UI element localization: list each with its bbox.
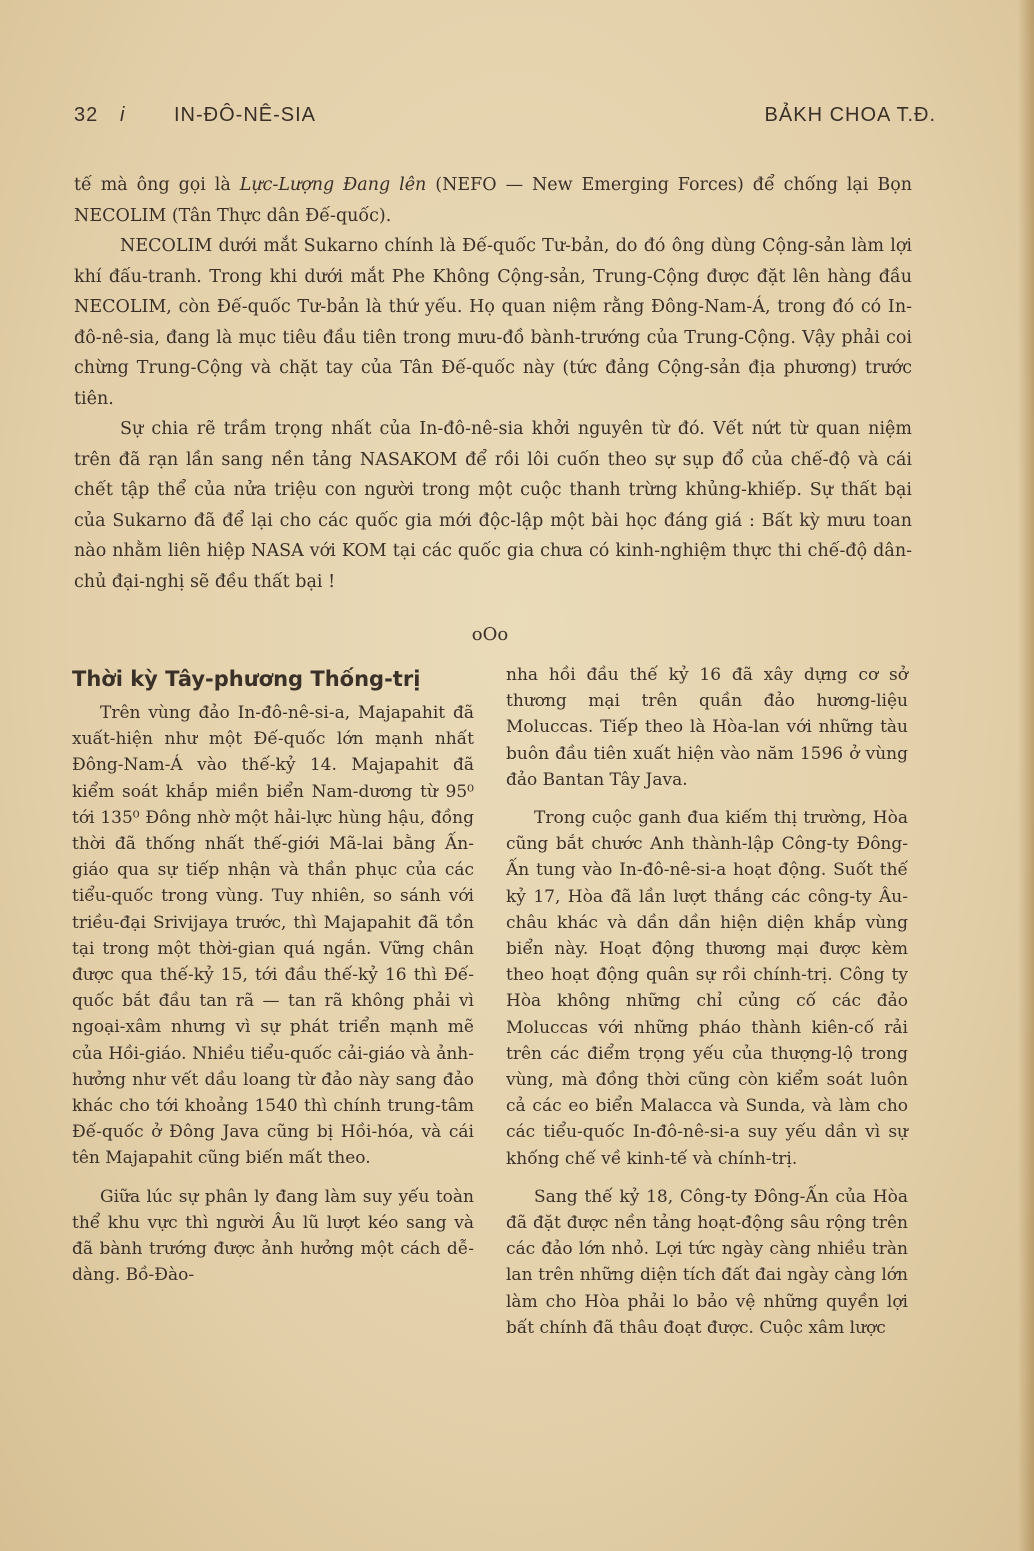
paragraph: nha hồi đầu thế kỷ 16 đã xây dựng cơ sở thương mại trên quần đảo hương-liệu Moluccas. Tiếp theo là Hòa-lan với những tàu buôn đầu tiên xuất hiện vào năm 1596 ở vùng đảo Bantan Tây Java. (506, 665, 908, 790)
section-title: IN-ĐÔ-NÊ-SIA (174, 104, 316, 126)
running-header (74, 104, 936, 134)
section-separator: oOo (471, 624, 509, 645)
author-name: BẢKH CHOA T.Đ. (764, 104, 936, 126)
paragraph: Sang thế kỷ 18, Công-ty Đông-Ấn của Hòa đã đặt được nền tảng hoạt-động sâu rộng trên các đảo lớn nhỏ. Lợi tức ngày càng nhiều tràn lan trên những diện tích đất đai ngày càng lớn làm cho Hòa phải lo bảo vệ những quyền lợi bất chính đã thâu đoạt được. Cuộc xâm lược (506, 1186, 908, 1338)
page-number: 32 (74, 104, 99, 126)
paragraph: NECOLIM dưới mắt Sukarno chính là Đế-quốc Tư-bản, do đó ông dùng Cộng-sản làm lợi khí đấu-tranh. Trong khi dưới mắt Phe Không Cộng-sản, Trung-Cộng được đặt lên hàng đầu NECOLIM, còn Đế-quốc Tư-bản là thứ yếu. Họ quan niệm rằng Đông-Nam-Á, trong đó có In-đô-nê-sia, đang là mục tiêu đầu tiên trong mưu-đồ bành-trướng của Trung-Cộng. Vậy phải coi chừng Trung-Cộng và chặt tay của Tân Đế-quốc này (tức đảng Cộng-sản địa phương) trước tiên. (74, 236, 912, 409)
header-separator: i (120, 104, 126, 126)
paragraph: Trên vùng đảo In-đô-nê-si-a, Majapahit đã xuất-hiện như một Đế-quốc lớn mạnh nhất Đông-Nam-Á vào thế-kỷ 14. Majapahit đã kiểm soát khắp miền biển Nam-dương từ 95⁰ tới 135⁰ Đông nhờ một hải-lực hùng hậu, đồng thời đã thống nhất thế-giới Mã-lai bằng Ấn-giáo qua sự tiếp nhận và thần phục của các tiểu-quốc trong vùng. Tuy nhiên, so sánh với triều-đại Srivijaya trước, thì Majapahit đã tồn tại trong một thời-gian quá ngắn. Vững chân được qua thế-kỷ 15, tới đầu thế-kỷ 16 thì Đế-quốc bắt đầu tan rã — tan rã không phải vì ngoại-xâm nhưng vì sự phát triển mạnh mẽ của Hồi-giáo. Nhiều tiểu-quốc cải-giáo và ảnh-hưởng như vết dầu loang từ đảo này sang đảo khác cho tới khoảng 1540 thì chính trung-tâm Đế-quốc ở Đông Java cũng bị Hồi-hóa, và cái tên Majapahit cũng biến mất theo. (72, 703, 474, 1169)
paragraph: Trong cuộc ganh đua kiếm thị trường, Hòa cũng bắt chước Anh thành-lập Công-ty Đông-Ấn tung vào In-đô-nê-si-a hoạt động. Suốt thế kỷ 17, Hòa đã lần lượt thắng các công-ty Âu-châu khác và dần dần hiện diện khắp vùng biển này. Hoạt động thương mại được kèm theo hoạt động quân sự rồi chính-trị. Công ty Hòa không những chỉ củng cố các đảo Moluccas với những pháo thành kiên-cố rải trên các điểm trọng yếu của thượng-lộ trong vùng, mà đồng thời cũng còn kiểm soát luôn cả các eo biển Malacca và Sunda, và làm cho các tiểu-quốc In-đô-nê-si-a suy yếu dần vì sự khống chế về kinh-tế và chính-trị. (506, 808, 908, 1169)
italic-term: Lực-Lượng Đang lên (239, 175, 427, 195)
section-heading: Thời kỳ Tây-phương Thống-trị (72, 667, 421, 691)
paragraph: Giữa lúc sự phân ly đang làm suy yếu toàn thể khu vực thì người Âu lũ lượt kéo sang và đã bành trướng được ảnh hưởng một cách dễ-dàng. Bồ-Đào- (72, 1186, 474, 1286)
paragraph: tế mà ông gọi là Lực-Lượng Đang lên (NEFO — New Emerging Forces) để chống lại Bọn NECOLIM (Tân Thực dân Đế-quốc). (74, 175, 913, 226)
page-edge (1018, 0, 1034, 1551)
paragraph: Sự chia rẽ trầm trọng nhất của In-đô-nê-sia khởi nguyên từ đó. Vết nứt từ quan niệm trên đã rạn lần sang nền tảng NASAKOM để rồi lôi cuốn theo sự sụp đổ của chế-độ và cái chết tập thể của nửa triệu con người trong một cuộc thanh trừng khủng-khiếp. Sự thất bại của Sukarno đã để lại cho các quốc gia mới độc-lập một bài học đáng giá : Bất kỳ mưu toan nào nhằm liên hiệp NASA với KOM tại các quốc gia chưa có kinh-nghiệm thực thi chế-độ dân-chủ đại-nghị sẽ đều thất bại ! (74, 419, 912, 592)
left-column (72, 660, 474, 1300)
right-column (506, 662, 908, 1353)
full-width-text (74, 170, 912, 597)
